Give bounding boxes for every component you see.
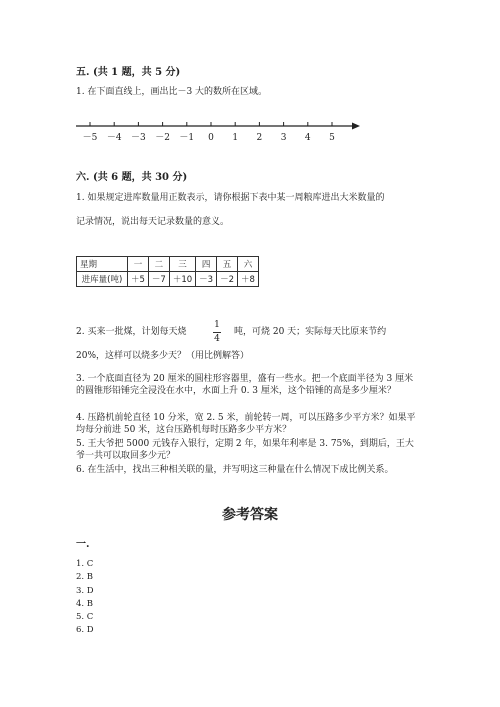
section6-q3: 3. 一个底面直径为 20 厘米的圆柱形容器里，盛有一些水。把一个底面半径为 3 厘米的圆锥形铅锤完全浸没在水中，水面上升 0. 3 厘米，这个铅锤的高是多少厘米？ — [76, 374, 414, 396]
table-cell: ＋10 — [169, 272, 195, 287]
number-line-arrow-icon — [352, 123, 360, 130]
table-cell: 五 — [217, 257, 238, 272]
section6-q2-part2: 吨，可烧 20 天；实际每天比原来节约 — [234, 327, 387, 337]
number-line-label: －3 — [131, 133, 146, 143]
table-cell: 星期 — [77, 257, 128, 272]
section6-q6: 6. 在生活中，找出三种相关联的量，并写明这三种量在什么情况下成比例关系。 — [76, 465, 394, 475]
answer-item: 1. C — [76, 559, 94, 569]
table-cell: －2 — [217, 272, 238, 287]
section5-title: 五. (共 1 题，共 5 分) — [76, 67, 181, 78]
table-cell: 一 — [128, 257, 149, 272]
number-line-ticks — [83, 122, 336, 143]
number-line-label: 3 — [280, 133, 287, 143]
answer-item: 6. D — [76, 625, 94, 636]
section6-q4: 4. 压路机前轮直径 10 分米，宽 2. 5 米，前轮转一周，可以压路多少平方米？如果平均每分前进 50 米，这台压路机每时压路多少平方米？ — [76, 413, 416, 435]
answers-list — [76, 558, 94, 638]
fraction-bar — [213, 332, 221, 333]
section5-q1: 1. 在下面直线上，画出比－3 大的数所在区域。 — [76, 87, 268, 97]
answer-item: 3. D — [76, 585, 94, 596]
number-line-label: 0 — [208, 133, 214, 143]
number-line-label: －5 — [82, 133, 98, 143]
number-line-label: 2 — [256, 133, 263, 143]
table-cell: 三 — [169, 257, 195, 272]
number-line-label: 1 — [232, 133, 239, 143]
table-cell: －3 — [196, 272, 217, 287]
answer-item: 4. B — [76, 598, 94, 609]
number-line-label: －2 — [155, 133, 170, 143]
number-line — [70, 112, 370, 152]
number-line-label: －1 — [179, 133, 195, 143]
section6-title: 六. (共 6 题，共 30 分) — [76, 172, 188, 183]
record-table — [76, 256, 259, 287]
answer-item: 2. B — [76, 572, 94, 583]
table-row — [77, 272, 259, 287]
answer-item: 5. C — [76, 612, 94, 623]
table-header-row — [77, 257, 259, 272]
number-line-label: －4 — [106, 133, 122, 143]
fraction-numerator: 1 — [214, 320, 220, 330]
table-cell: 四 — [196, 257, 217, 272]
table-cell: ＋5 — [128, 272, 149, 287]
table-cell: 六 — [238, 257, 259, 272]
table-cell: －7 — [148, 272, 169, 287]
table-cell: ＋8 — [238, 272, 259, 287]
section6-q5: 5. 王大爷把 5000 元钱存入银行，定期 2 年，如果年利率是 3. 75%，到期后，王大爷一共可以取回多少元？ — [76, 439, 414, 461]
answers-section: 一. — [76, 539, 90, 550]
fraction-denominator: 4 — [214, 334, 220, 344]
table-cell: 二 — [148, 257, 169, 272]
fraction — [213, 320, 221, 345]
section6-q1-line2: 记录情况，说出每天记录数量的意义。 — [76, 217, 230, 227]
section6-q2-line2: 20%，这样可以烧多少天？（用比例解答） — [76, 351, 250, 361]
table-cell: 进库量(吨) — [77, 272, 128, 287]
number-line-label: 5 — [329, 133, 335, 143]
section6-q1-line1: 1. 如果规定进库数量用正数表示，请你根据下表中某一周粮库进出大米数量的 — [76, 193, 385, 203]
answers-title: 参考答案 — [222, 507, 278, 523]
number-line-label: 4 — [304, 133, 311, 143]
section6-q2-part1: 2. 买来一批煤，计划每天烧 — [76, 327, 187, 337]
